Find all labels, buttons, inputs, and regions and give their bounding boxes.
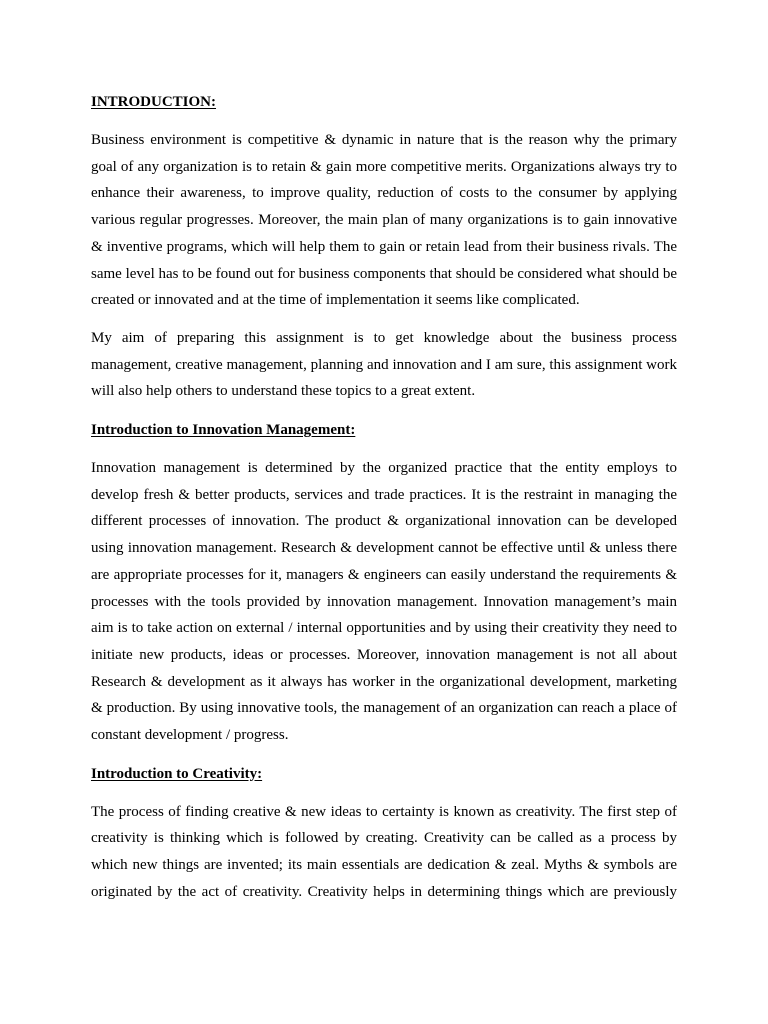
document-body [91,88,677,917]
introduction-paragraph-2: My aim of preparing this assignment is to get knowledge about the business process management, creative management, planning and innovation and I am sure, this assignment work will also help others to understand these topics to a great extent. [91,329,677,400]
section-heading-creativity: Introduction to Creativity: [91,765,263,782]
innovation-management-paragraph: Innovation management is determined by the organized practice that the entity employs to develop fresh & better products, services and trade practices. It is the restraint in managing the different processes of innovation. The product & organizational innovation can be developed using innovation management. Research & development cannot be effective until & unless there are appropriate processes for it, managers & engineers can easily understand the requirements & processes with the tools provided by innovation management. Innovation management’s main aim is to take action on external / internal opportunities and by using their creativity they need to initiate new products, ideas or processes. Moreover, innovation management is not all about Research & development as it always has worker in the organizational development, marketing & production. By using innovative tools, the management of an organization can reach a place of constant development / progress. [91,460,677,744]
section-heading-innovation-management: Introduction to Innovation Management: [91,422,356,439]
section-heading-introduction: INTRODUCTION: [91,94,217,110]
creativity-paragraph: The process of finding creative & new ideas to certainty is known as creativity. The first step of creativity is thinking which is followed by creating. Creativity can be called as a process by which new things are invented; its main essentials are dedication & zeal. Myths & symbols are originated by the act of creativity. Creativity helps in determining things which are previously [91,803,677,900]
introduction-paragraph-1: Business environment is competitive & dynamic in nature that is the reason why the primary goal of any organization is to retain & gain more competitive merits. Organizations always try to enhance their awareness, to improve quality, reduction of costs to the consumer by applying various regular progresses. Moreover, the main plan of many organizations is to gain innovative & inventive programs, which will help them to gain or retain lead from their business rivals. The same level has to be found out for business components that should be considered what should be created or innovated and at the time of implementation it seems like complicated. [91,132,677,309]
